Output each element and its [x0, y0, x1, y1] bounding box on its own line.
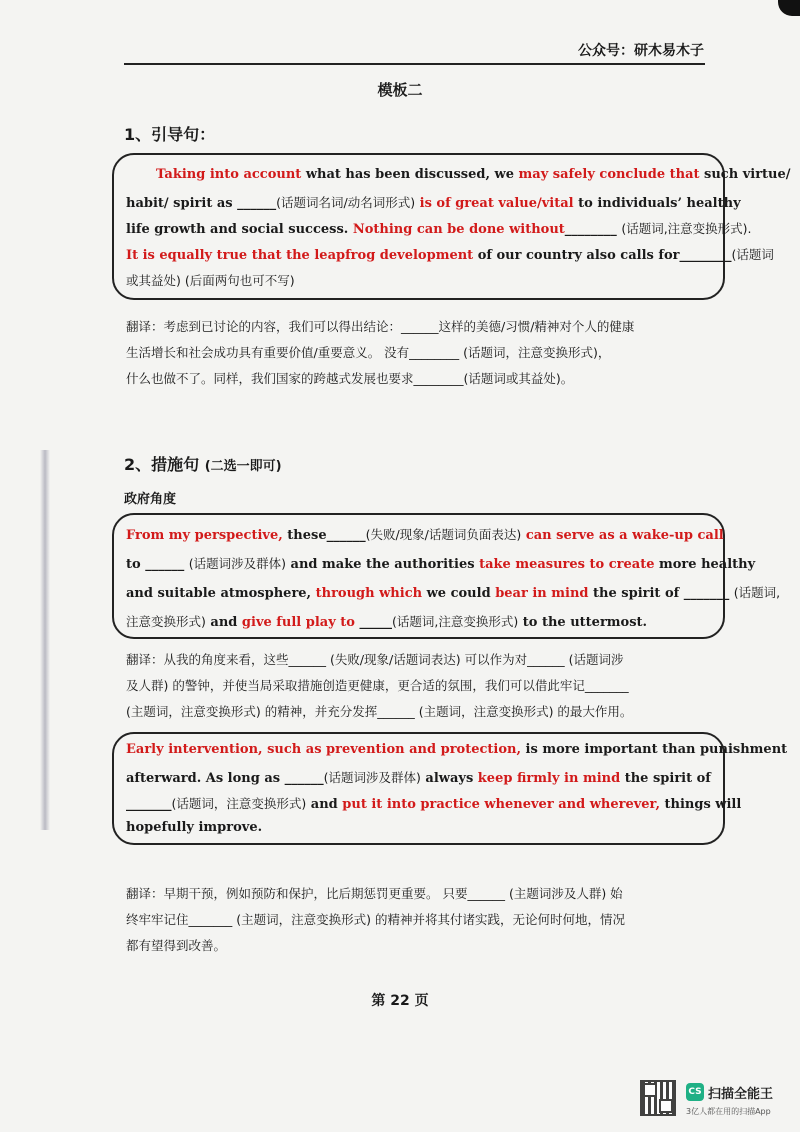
s2-translation2-3: 都有望得到改善。 [126, 938, 227, 953]
body-text: more healthy [654, 557, 756, 572]
section-2-box-2 [112, 732, 788, 845]
hint-text: (话题词,注意变换形式). [621, 221, 752, 236]
highlight-phrase: give full play to [241, 615, 355, 630]
header-account: 公众号：研木易木子 [578, 43, 704, 59]
s1-line-2 [126, 193, 741, 211]
highlight-phrase: keep firmly in mind [477, 771, 621, 786]
s2-translation1-2: 及人群) 的警钟，并使当局采取措施创造更健康，更合适的氛围，我们可以借此牢记_______ [126, 678, 629, 693]
body-text: these______ [282, 528, 366, 543]
section-1-heading: 1、引导句： [124, 125, 216, 144]
s2b2-line-1 [126, 742, 787, 757]
hint-text: (话题词, [733, 585, 781, 600]
page-title: 模板二 [377, 81, 423, 99]
hint-text: 注意变换形式) [126, 614, 206, 629]
body-text: to individuals’ healthy [573, 196, 741, 211]
s2b1-line-4 [126, 612, 647, 630]
section-2-subheading: 政府角度 [124, 492, 177, 507]
body-text: afterward. As long as ______ [126, 771, 324, 786]
camscanner-logo-icon: CS [686, 1083, 704, 1101]
highlight-phrase: From my perspective, [126, 528, 283, 543]
highlight-phrase: through which [315, 586, 423, 601]
highlight-phrase: is of great value/vital [419, 196, 574, 211]
page-number: 第 22 页 [371, 993, 429, 1009]
scanner-tagline: 3亿人都在用的扫描App [686, 1107, 771, 1116]
section-1-box [112, 153, 791, 300]
qr-code-icon [640, 1080, 676, 1116]
hint-text: (失败/现象/话题词负面表达) [365, 527, 522, 542]
body-text: ________ [564, 222, 622, 237]
s1-line-3 [126, 219, 752, 237]
binding-shadow [40, 450, 50, 830]
highlight-phrase: Early intervention, such as prevention and protection, [126, 742, 522, 757]
scan-corner-shadow [778, 0, 800, 16]
body-text: always [420, 771, 478, 786]
body-text: the spirit of [620, 771, 711, 786]
body-text: is more important than punishment [521, 742, 788, 757]
s1-line-5 [126, 271, 295, 289]
hint-text: (话题词,注意变换形式) [392, 614, 519, 629]
hint-text: (话题词，注意变换形式) [171, 796, 307, 811]
section-2-heading [124, 452, 282, 475]
hint-text: (话题词 [731, 247, 774, 262]
body-text: _______ [126, 797, 172, 812]
hint-text: (话题词名词/动名词形式) [276, 195, 416, 210]
body-text: _____ [354, 615, 392, 630]
highlight-phrase: Taking into account [156, 167, 302, 182]
s2b1-line-2 [126, 554, 755, 572]
section-2-box-1 [112, 513, 781, 639]
body-text: things will [659, 797, 742, 812]
body-text: and [306, 797, 343, 812]
body-text: what has been discussed, we [301, 167, 519, 182]
highlight-phrase: take measures to create [479, 557, 655, 572]
hint-text: (话题词涉及群体) [323, 770, 421, 785]
highlight-phrase: It is equally true that the leapfrog development [126, 248, 474, 263]
highlight-phrase: Nothing can be done without [352, 222, 565, 237]
s1-translation-1: 翻译：考虑到已讨论的内容，我们可以得出结论：______这样的美德/习惯/精神对个人的健康 [126, 319, 635, 334]
body-text: of our country also calls for________ [473, 248, 732, 263]
highlight-phrase: bear in mind [495, 586, 589, 601]
body-text: and make the authorities [286, 557, 480, 572]
highlight-phrase: can serve as a wake-up call [525, 528, 724, 543]
highlight-phrase: may safely conclude that [518, 167, 700, 182]
hint-text: 或其益处) (后面两句也可不写) [126, 273, 295, 288]
s2b2-line-2 [126, 768, 711, 786]
s2b1-line-3 [126, 583, 780, 601]
s2-translation2-2: 终牢牢记住_______ (主题词，注意变换形式) 的精神并将其付诸实践，无论何时何地，情况 [126, 912, 625, 927]
section-2-heading-note: (二选一即可) [204, 459, 282, 474]
highlight-phrase: put it into practice whenever and wherever, [342, 797, 660, 812]
header-rule [124, 63, 705, 65]
section-2-heading-text: 2、措施句 [124, 455, 200, 474]
hint-text: (话题词涉及群体) [188, 556, 286, 571]
s1-line-1 [156, 167, 791, 182]
s2b1-line-1 [126, 525, 724, 543]
s2b2-line-4 [126, 820, 262, 835]
s2-translation1-1: 翻译：从我的角度来看，这些______ (失败/现象/话题词表达) 可以作为对______ (话题词涉 [126, 652, 624, 667]
scanner-app-name: 扫描全能王 [708, 1087, 774, 1102]
body-text: to the uttermost. [518, 615, 648, 630]
body-text: life growth and social success. [126, 222, 353, 237]
body-text: to ______ [126, 557, 189, 572]
s2b2-line-3 [126, 794, 741, 812]
s2-translation1-3: (主题词，注意变换形式) 的精神，并充分发挥______ (主题词，注意变换形式) 的最大作用。 [126, 704, 633, 719]
body-text: and suitable atmosphere, [126, 586, 316, 601]
s2-translation2-1: 翻译：早期干预，例如预防和保护，比后期惩罚更重要。 只要______ (主题词涉及人群) 始 [126, 886, 623, 901]
body-text: we could [422, 586, 496, 601]
body-text: such virtue/ [699, 167, 791, 182]
s1-line-4 [126, 245, 774, 263]
body-text: the spirit of _______ [588, 586, 734, 601]
body-text: hopefully improve. [126, 820, 263, 835]
s1-translation-2: 生活增长和社会成功具有重要价值/重要意义。 没有________ (话题词，注意变换形式)， [126, 345, 611, 360]
body-text: habit/ spirit as ______ [126, 196, 277, 211]
body-text: and [205, 615, 242, 630]
s1-translation-3: 什么也做不了。同样，我们国家的跨越式发展也要求________(话题词或其益处)。 [126, 371, 574, 386]
